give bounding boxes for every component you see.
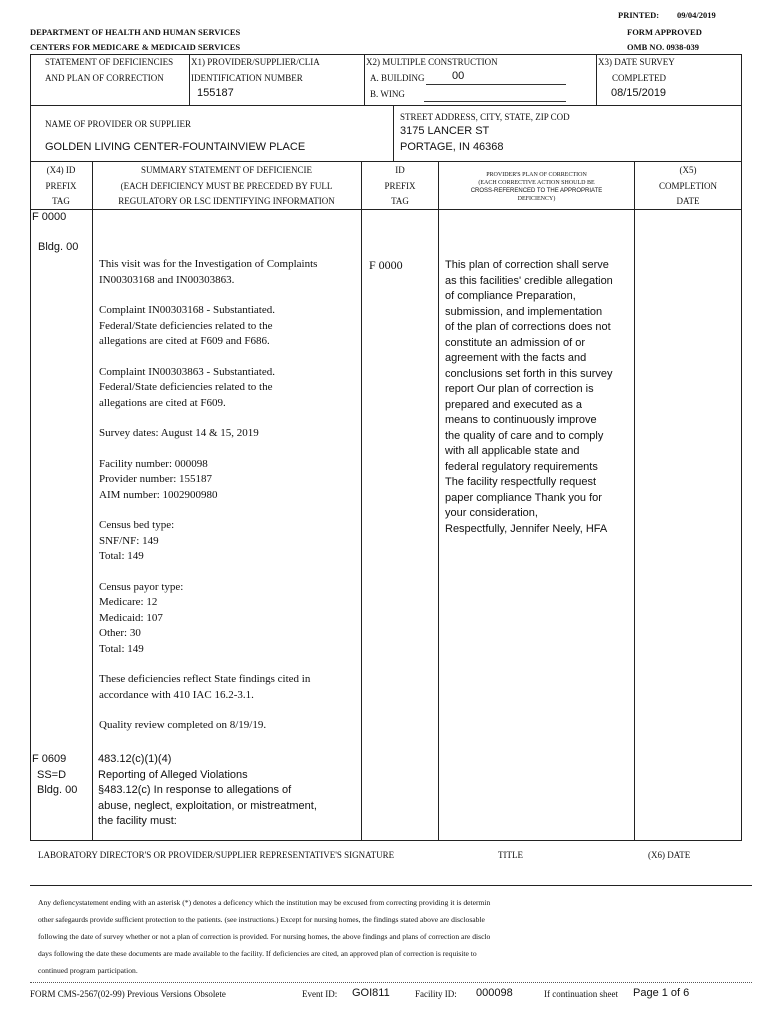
- summary-para: Census payor type: Medicare: 12 Medicaid: 107 Other: 30 Total: 149: [99, 580, 184, 655]
- form-approved: FORM APPROVED: [627, 27, 702, 37]
- building-label: A. BUILDING: [370, 73, 425, 83]
- disclaimer-line: continued program participation.: [38, 966, 138, 975]
- f609-line: abuse, neglect, exploitation, or mistreatment,: [98, 799, 317, 812]
- rule-provider-bottom: [30, 161, 742, 162]
- plan-header-4: DEFICIENCY): [517, 196, 556, 202]
- statement-label-2: AND PLAN OF CORRECTION: [45, 73, 164, 83]
- summary-block: [99, 257, 357, 749]
- f609-line: Reporting of Alleged Violations: [98, 768, 248, 781]
- plan-block: [445, 258, 633, 537]
- provider-name-label: NAME OF PROVIDER OR SUPPLIER: [45, 119, 192, 129]
- f609-line: 483.12(c)(1)(4): [98, 753, 172, 765]
- rule-signature-bottom: [30, 885, 752, 886]
- f609-line: §483.12(c) In response to allegations of: [98, 784, 292, 796]
- rule-colhead-bottom: [30, 209, 742, 210]
- plan-line: the quality of care and to comply: [445, 429, 604, 442]
- page-number: Page 1 of 6: [633, 987, 690, 999]
- title-label: TITLE: [498, 850, 523, 860]
- plan-line: as this facilities' credible allegation: [445, 274, 613, 287]
- summary-para: These deficiencies reflect State findings cited in accordance with 410 IAC 16.2-3.1.: [99, 673, 311, 701]
- id-header-1: ID: [395, 165, 405, 175]
- plan-line: The facility respectfully request: [445, 476, 597, 488]
- form-number: FORM CMS-2567(02-99) Previous Versions Obsolete: [30, 989, 226, 999]
- date-label: (X6) DATE: [648, 850, 691, 860]
- continuation-label: If continuation sheet: [544, 989, 618, 999]
- plan-line: This plan of correction shall serve: [445, 259, 609, 271]
- summary-para: Census bed type: SNF/NF: 149 Total: 149: [99, 519, 175, 562]
- summary-header-1: SUMMARY STATEMENT OF DEFICIENCIE: [140, 165, 313, 175]
- summary-para: Facility number: 000098 Provider number: 155187 AIM number: 1002900980: [99, 457, 218, 501]
- plan-line: with all applicable state and: [445, 445, 580, 457]
- x1-value: 155187: [197, 87, 234, 99]
- facility-id-value: 000098: [476, 987, 513, 999]
- bldg-label-2: Bldg. 00: [37, 784, 78, 796]
- rule-col-4: [634, 161, 635, 840]
- department-name: DEPARTMENT OF HEALTH AND HUMAN SERVICES: [30, 27, 241, 37]
- x2-label: X2) MULTIPLE CONSTRUCTION: [366, 57, 498, 67]
- x1-label-2: IDENTIFICATION NUMBER: [191, 73, 303, 83]
- disclaimer-line: days following the date these documents are made available to the facility. If deficiencies are cited, an approved plan of correction is requisite to: [38, 949, 477, 958]
- summary-header-2: (EACH DEFICIENCY MUST BE PRECEDED BY FULL: [120, 181, 333, 191]
- f609-line: the facility must:: [98, 815, 177, 827]
- rule-provider-split: [393, 105, 394, 161]
- rule-id-1: [189, 54, 190, 105]
- street-address: 3175 LANCER ST: [400, 125, 490, 137]
- f609-tag-block: [32, 752, 90, 799]
- rule-id-3: [596, 54, 597, 105]
- signature-label: LABORATORY DIRECTOR'S OR PROVIDER/SUPPLIER REPRESENTATIVE'S SIGNATURE: [38, 850, 395, 860]
- printed-label: PRINTED:: [618, 10, 660, 20]
- disclaimer-block: [38, 894, 748, 979]
- disclaimer-line: Any defiencystatement ending with an asterisk (*) denotes a deficency which the institution may be excused from correcting providing it is determin: [38, 898, 491, 907]
- disclaimer-line: following the date of survey whether or not a plan of correction is provided. For nursing homes, the above findings and plans of correction are disclo: [38, 932, 491, 941]
- bldg-label-1: Bldg. 00: [38, 241, 79, 253]
- plan-header-1: PROVIDER'S PLAN OF CORRECTION: [486, 172, 587, 178]
- plan-line: of the plan of corrections does not: [445, 321, 611, 333]
- plan-line: paper compliance Thank you for: [445, 491, 602, 504]
- x5-header-1: (X5): [679, 165, 697, 175]
- summary-para: Quality review completed on 8/19/19.: [99, 719, 267, 731]
- summary-para: This visit was for the Investigation of Complaints IN00303168 and IN00303863.: [99, 258, 318, 286]
- x4-header-3: TAG: [52, 196, 70, 206]
- x5-header-3: DATE: [676, 196, 700, 206]
- event-id-label: Event ID:: [302, 989, 338, 999]
- id-header-3: TAG: [391, 196, 409, 206]
- plan-line: federal regulatory requirements: [445, 460, 598, 473]
- statement-label-1: STATEMENT OF DEFICIENCIES: [45, 57, 174, 67]
- x5-header-2: COMPLETION: [659, 181, 717, 191]
- tag-f0609: F 0609: [32, 753, 67, 765]
- wing-underline: [424, 101, 566, 102]
- plan-header-2: (EACH CORRECTIVE ACTION SHOULD BE: [478, 180, 595, 186]
- summary-para: Complaint IN00303168 - Substantiated. Federal/State deficiencies related to the allegations are cited at F609 and F686.: [99, 304, 275, 347]
- plan-line: conclusions set forth in this survey: [445, 367, 613, 380]
- footer-dotted-rule: [30, 982, 752, 983]
- rule-body-bottom: [30, 840, 742, 841]
- plan-line: report Our plan of correction is: [445, 383, 594, 395]
- rule-id-2: [364, 54, 365, 105]
- provider-name: GOLDEN LIVING CENTER-FOUNTAINVIEW PLACE: [45, 141, 306, 153]
- printed-date: 09/04/2019: [677, 10, 716, 20]
- summary-para: Survey dates: August 14 & 15, 2019: [99, 427, 259, 439]
- plan-line: constitute an admission of or: [445, 336, 586, 349]
- scope-severity: SS=D: [37, 768, 67, 781]
- building-underline: [426, 84, 566, 85]
- plan-line: of compliance Preparation,: [445, 290, 576, 302]
- plan-line: Respectfully, Jennifer Neely, HFA: [445, 522, 608, 535]
- summary-header-3: REGULATORY OR LSC IDENTIFYING INFORMATION: [118, 196, 335, 206]
- f609-text-block: [98, 752, 360, 830]
- disclaimer-line: other safegaurds provide sufficient protection to the patients. (see instructions.) Except for nursing homes, the findings stated above are disclosable: [38, 915, 485, 924]
- plan-line: prepared and executed as a: [445, 398, 582, 411]
- x1-label-1: X1) PROVIDER/SUPPLIER/CLIA: [191, 57, 320, 67]
- building-value: 00: [452, 70, 465, 82]
- wing-label: B. WING: [370, 89, 405, 99]
- summary-para: Complaint IN00303863 - Substantiated. Federal/State deficiencies related to the allegations are cited at F609.: [99, 365, 275, 409]
- plan-line: your consideration,: [445, 507, 538, 519]
- x3-value: 08/15/2019: [611, 87, 667, 99]
- plan-tag-f0000: F 0000: [369, 258, 403, 272]
- rule-col-3: [438, 161, 439, 840]
- x3-label-1: X3) DATE SURVEY: [598, 57, 675, 67]
- rule-right: [741, 54, 742, 840]
- plan-line: submission, and implementation: [445, 305, 603, 318]
- x4-header-2: PREFIX: [45, 181, 77, 191]
- plan-line: means to continuously improve: [445, 414, 597, 426]
- centers-name: CENTERS FOR MEDICARE & MEDICAID SERVICES: [30, 42, 241, 52]
- city-state-zip: PORTAGE, IN 46368: [400, 141, 504, 153]
- event-id-value: GOI811: [352, 987, 390, 999]
- omb-number: OMB NO. 0938-039: [627, 42, 700, 52]
- id-header-2: PREFIX: [384, 181, 416, 191]
- tag-f0000: F 0000: [32, 211, 67, 223]
- rule-col-1: [92, 161, 93, 840]
- x4-header-1: (X4) ID: [46, 165, 76, 175]
- plan-line: agreement with the facts and: [445, 352, 587, 364]
- x3-label-2: COMPLETED: [612, 73, 666, 83]
- facility-id-label: Facility ID:: [415, 989, 457, 999]
- rule-top: [30, 54, 742, 55]
- rule-id-bottom: [30, 105, 742, 106]
- plan-header-3: CROSS-REFERENCED TO THE APPROPRIATE: [470, 188, 603, 194]
- address-label: STREET ADDRESS, CITY, STATE, ZIP COD: [400, 112, 570, 122]
- rule-col-2: [361, 161, 362, 840]
